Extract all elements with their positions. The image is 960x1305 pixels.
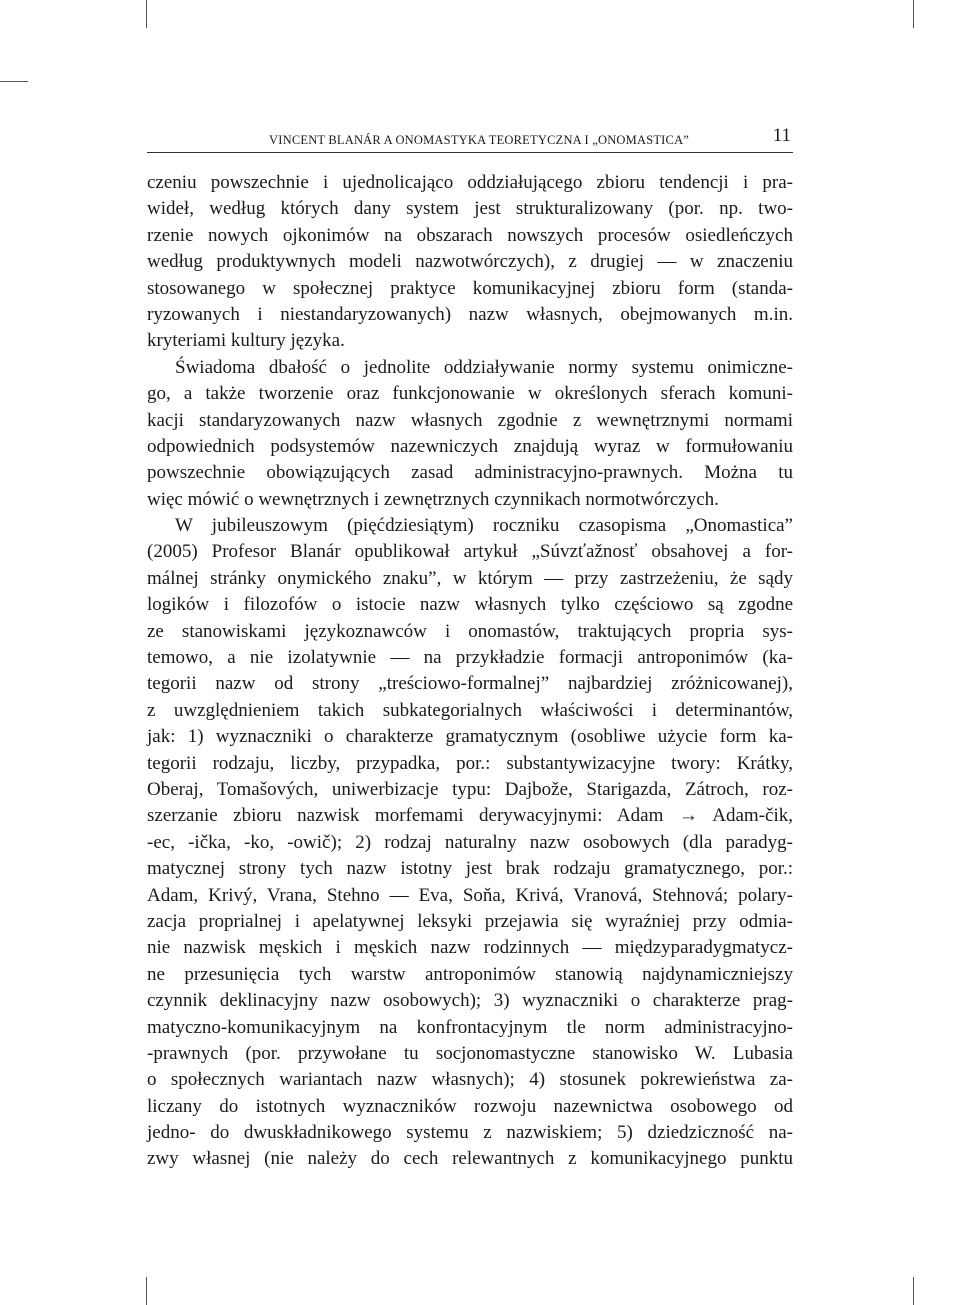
text-line: z uwzględnieniem takich subkategorialnych właściwości i determinantów, [147, 699, 793, 721]
text-line: wideł, według których dany system jest strukturalizowany (por. np. two- [147, 198, 793, 220]
text-line: nie nazwisk męskich i męskich nazw rodzinnych — międzyparadygmatycz- [147, 937, 793, 959]
text-line: kacji standaryzowanych nazw własnych zgodnie z wewnętrznymi normami [147, 409, 793, 431]
text-line: ze stanowiskami językoznawców i onomastów, traktujących propria sys- [147, 620, 793, 642]
text-line: temowo, a nie izolatywnie — na przykładzie formacji antroponimów (ka- [147, 647, 793, 669]
text-line: Oberaj, Tomašových, uniwerbizacje typu: Dajbože, Starigazda, Zátroch, roz- [147, 778, 793, 800]
text-line: -prawnych (por. przywołane tu socjonomastyczne stanowisko W. Lubasia [147, 1042, 793, 1064]
text-line: Świadoma dbałość o jednolite oddziaływanie normy systemu onimiczne- [175, 356, 793, 378]
text-line: málnej stránky onymického znaku”, w którym — przy zastrzeżeniu, że sądy [147, 567, 793, 589]
text-line: liczany do istotnych wyznaczników rozwoju nazewnictwa osobowego od [147, 1095, 793, 1117]
text-line: czynnik deklinacyjny nazw osobowych); 3) wyznaczniki o charakterze prag- [147, 990, 793, 1012]
text-line: jak: 1) wyznaczniki o charakterze gramatycznym (osobliwe użycie form ka- [147, 726, 793, 748]
text-line: matyczno-komunikacyjnym na konfrontacyjnym tle norm administracyjno- [147, 1016, 793, 1038]
text-line: ryzowanych i niestandaryzowanych) nazw własnych, obejmowanych m.in. [147, 303, 793, 325]
running-head-title: VINCENT BLANÁR A ONOMASTYKA TEORETYCZNA I „ONOMASTICA” [269, 133, 690, 147]
text-line: logików i filozofów o istocie nazw własnych tylko częściowo są zgodne [147, 594, 793, 616]
text-line: go, a także tworzenie oraz funkcjonowanie w określonych sferach komuni- [147, 383, 793, 405]
body-text [147, 170, 793, 1173]
text-line: Adam, Krivý, Vrana, Stehno — Eva, Soňa, Krivá, Vranová, Stehnová; polary- [147, 884, 793, 906]
crop-mark-bottom-right [913, 1277, 914, 1305]
crop-mark-top-left [146, 0, 147, 28]
running-head [147, 124, 793, 153]
text-line: więc mówić o wewnętrznych i zewnętrznych czynnikach normotwórczych. [147, 488, 719, 510]
text-line: jedno- do dwuskładnikowego systemu z nazwiskiem; 5) dziedziczność na- [147, 1122, 793, 1144]
text-line: czeniu powszechnie i ujednolicająco oddziałującego zbioru tendencji i pra- [147, 172, 793, 193]
text-line: o społecznych wariantach nazw własnych); 4) stosunek pokrewieństwa za- [147, 1069, 793, 1091]
text-line: stosowanego w społecznej praktyce komunikacyjnej zbioru form (standa- [147, 277, 793, 299]
text-line: matycznej strony tych nazw istotny jest brak rodzaju gramatycznego, por.: [147, 858, 793, 880]
text-line: tegorii rodzaju, liczby, przypadka, por.: substantywizacyjne twory: Krátky, [147, 752, 793, 774]
text-line: rzenie nowych ojkonimów na obszarach nowszych procesów osiedleńczych [147, 224, 793, 246]
text-line: odpowiednich podsystemów nazewniczych znajdują wyraz w formułowaniu [147, 435, 793, 457]
crop-mark-bottom-left [146, 1277, 147, 1305]
text-line: zwy własnej (nie należy do cech relewantnych z komunikacyjnego punktu [147, 1148, 793, 1170]
page-number: 11 [772, 125, 791, 146]
crop-mark-top-right [913, 0, 914, 28]
text-line: (2005) Profesor Blanár opublikował artykuł „Súvzťažnosť obsahovej a for- [147, 541, 793, 563]
text-line: szerzanie zbioru nazwisk morfemami derywacyjnymi: Adam → Adam-čik, [147, 805, 793, 827]
text-line: zacja proprialnej i apelatywnej leksyki przejawia się wyraźniej przy odmia- [147, 910, 793, 932]
text-line: ne przesunięcia tych warstw antroponimów stanowią najdynamiczniejszy [147, 963, 793, 985]
text-line: tegorii nazw od strony „treściowo-formalnej” najbardziej zróżnicowanej), [147, 673, 793, 695]
text-line: -ec, -ička, -ko, -owič); 2) rodzaj naturalny nazw osobowych (dla paradyg- [147, 831, 793, 853]
text-line: W jubileuszowym (pięćdziesiątym) roczniku czasopisma „Onomastica” [175, 515, 793, 537]
text-line: powszechnie obowiązujących zasad administracyjno-prawnych. Można tu [147, 462, 793, 484]
crop-mark-left-upper [0, 81, 28, 82]
text-line: kryteriami kultury języka. [147, 330, 345, 352]
text-line: według produktywnych modeli nazwotwórczych), z drugiej — w znaczeniu [147, 251, 793, 273]
